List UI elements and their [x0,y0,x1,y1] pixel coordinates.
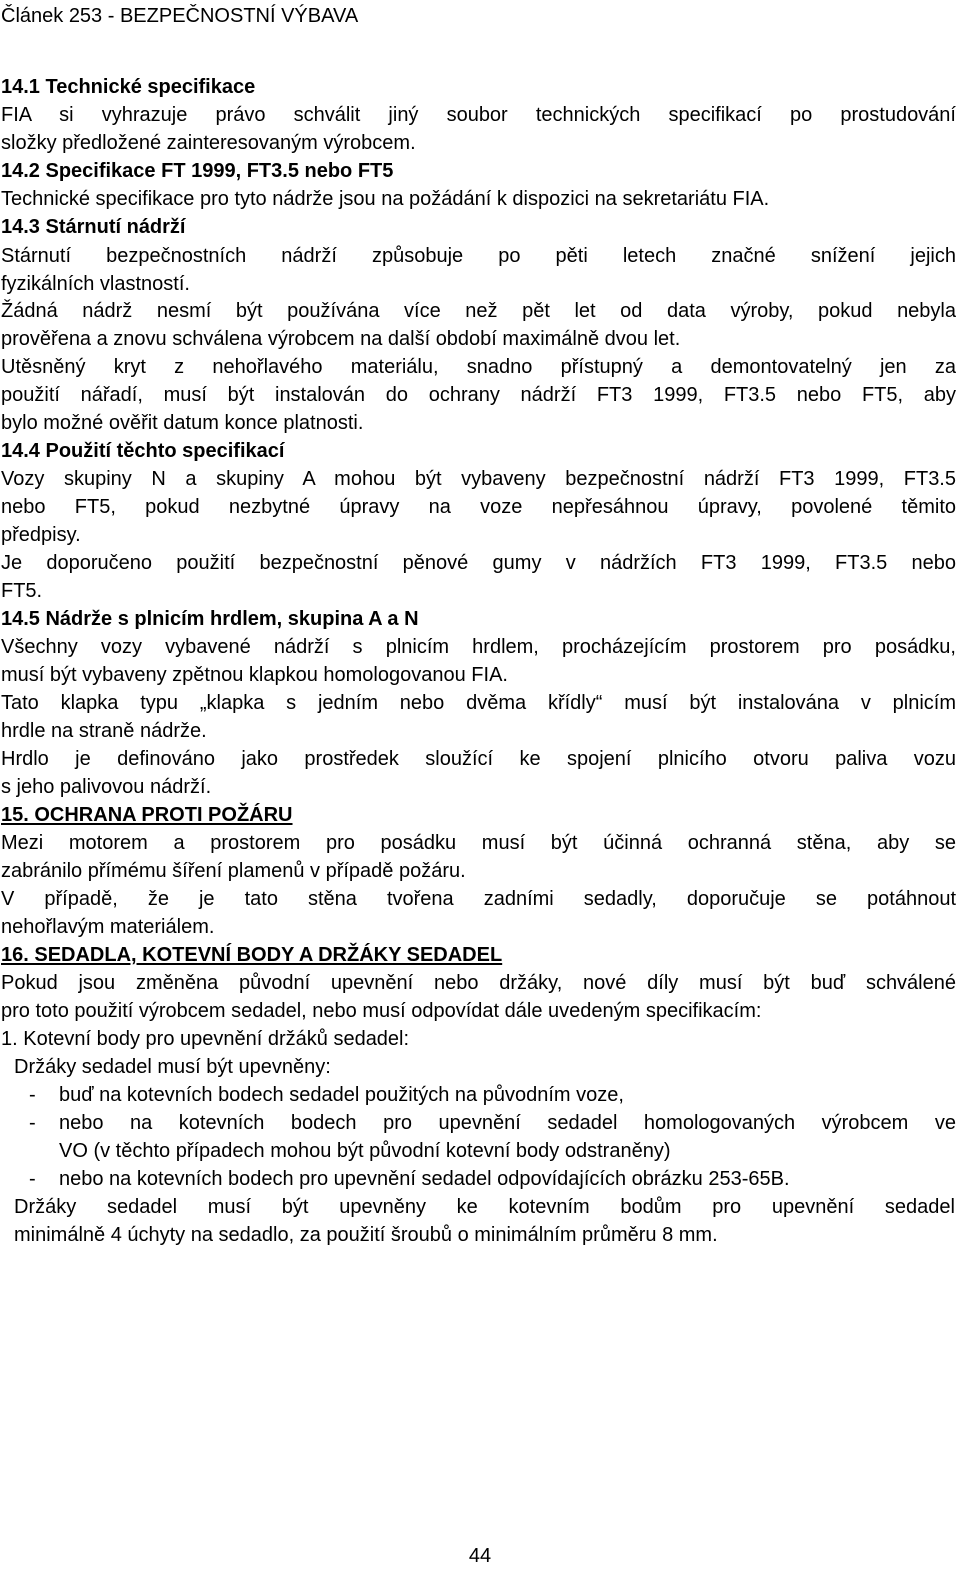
article-title: Článek 253 - BEZPEČNOSTNÍ VÝBAVA [1,5,359,27]
paragraph-line: minimálně 4 úchyty na sedadlo, za použití šroubů o minimálním průměru 8 mm. [14,1224,718,1246]
section-heading-14-5: 14.5 Nádrže s plnicím hrdlem, skupina A a N [1,608,419,630]
paragraph-line: Tato klapka typu „klapka s jedním nebo dvěma křídly“ musí být instalována v plnicím [1,692,956,714]
bullet-item: buď na kotevních bodech sedadel použitých na původním voze, [59,1084,624,1106]
paragraph-line: V případě, že je tato stěna tvořena zadními sedadly, doporučuje se potáhnout [1,888,956,910]
section-heading-14-4: 14.4 Použití těchto specifikací [1,440,285,462]
bullet-item-continuation: VO (v těchto případech mohou být původní kotevní body odstraněny) [59,1140,671,1162]
paragraph-line: použití nářadí, musí být instalován do ochrany nádrží FT3 1999, FT3.5 nebo FT5, aby [1,384,956,406]
paragraph-line: Utěsněný kryt z nehořlavého materiálu, snadno přístupný a demontovatelný jen za [1,356,956,378]
bullet-item: nebo na kotevních bodech pro upevnění sedadel odpovídajících obrázku 253-65B. [59,1168,790,1190]
bullet-dash: - [29,1112,36,1134]
section-heading-14-1: 14.1 Technické specifikace [1,76,256,98]
bullet-dash: - [29,1168,36,1190]
section-heading-14-3: 14.3 Stárnutí nádrží [1,216,186,238]
paragraph-line: bylo možné ověřit datum konce platnosti. [1,412,364,434]
paragraph-line: FIA si vyhrazuje právo schválit jiný soubor technických specifikací po prostudování [1,104,956,126]
paragraph-line: pro toto použití výrobcem sedadel, nebo musí odpovídat dále uvedeným specifikacím: [1,1000,762,1022]
paragraph-line: zabránilo přímému šíření plamenů v případě požáru. [1,860,466,882]
paragraph-line: musí být vybaveny zpětnou klapkou homologovanou FIA. [1,664,508,686]
numbered-item: 1. Kotevní body pro upevnění držáků sedadel: [1,1028,410,1050]
bullet-dash: - [29,1084,36,1106]
paragraph-line: Je doporučeno použití bezpečnostní pěnové gumy v nádržích FT3 1999, FT3.5 nebo [1,552,956,574]
paragraph-line: s jeho palivovou nádrží. [1,776,212,798]
paragraph-line: Pokud jsou změněna původní upevnění nebo držáky, nové díly musí být buď schválené [1,972,956,994]
paragraph-line: Všechny vozy vybavené nádrží s plnicím hrdlem, procházejícím prostorem pro posádku, [1,636,956,658]
section-heading-14-2: 14.2 Specifikace FT 1999, FT3.5 nebo FT5 [1,160,394,182]
paragraph-line: hrdle na straně nádrže. [1,720,207,742]
section-heading-16: 16. SEDADLA, KOTEVNÍ BODY A DRŽÁKY SEDADEL [1,944,503,966]
paragraph-line: fyzikálních vlastností. [1,273,190,295]
paragraph-line: Vozy skupiny N a skupiny A mohou být vybaveny bezpečnostní nádrží FT3 1999, FT3.5 [1,468,956,490]
page-number: 44 [468,1545,492,1567]
paragraph-line: Hrdlo je definováno jako prostředek sloužící ke spojení plnicího otvoru paliva vozu [1,748,956,770]
paragraph-line: předpisy. [1,524,81,546]
paragraph-line: nehořlavým materiálem. [1,916,215,938]
paragraph-line: FT5. [1,580,43,602]
sub-intro: Držáky sedadel musí být upevněny: [14,1056,331,1078]
paragraph-line: nebo FT5, pokud nezbytné úpravy na voze nepřesáhnou úpravy, povolené těmito [1,496,956,518]
paragraph-line: složky předložené zainteresovaným výrobcem. [1,132,416,154]
paragraph-line: Mezi motorem a prostorem pro posádku musí být účinná ochranná stěna, aby se [1,832,956,854]
bullet-item: nebo na kotevních bodech pro upevnění sedadel homologovaných výrobcem ve [59,1112,956,1134]
section-heading-15: 15. OCHRANA PROTI POŽÁRU [1,804,293,826]
paragraph-line: Držáky sedadel musí být upevněny ke kotevním bodům pro upevnění sedadel [14,1196,955,1218]
paragraph-line: Žádná nádrž nesmí být používána více než pět let od data výroby, pokud nebyla [1,300,956,322]
paragraph-line: Stárnutí bezpečnostních nádrží způsobuje po pěti letech značné snížení jejich [1,245,956,267]
paragraph-line: Technické specifikace pro tyto nádrže jsou na požádání k dispozici na sekretariátu FIA. [1,188,770,210]
paragraph-line: prověřena a znovu schválena výrobcem na další období maximálně dvou let. [1,328,681,350]
